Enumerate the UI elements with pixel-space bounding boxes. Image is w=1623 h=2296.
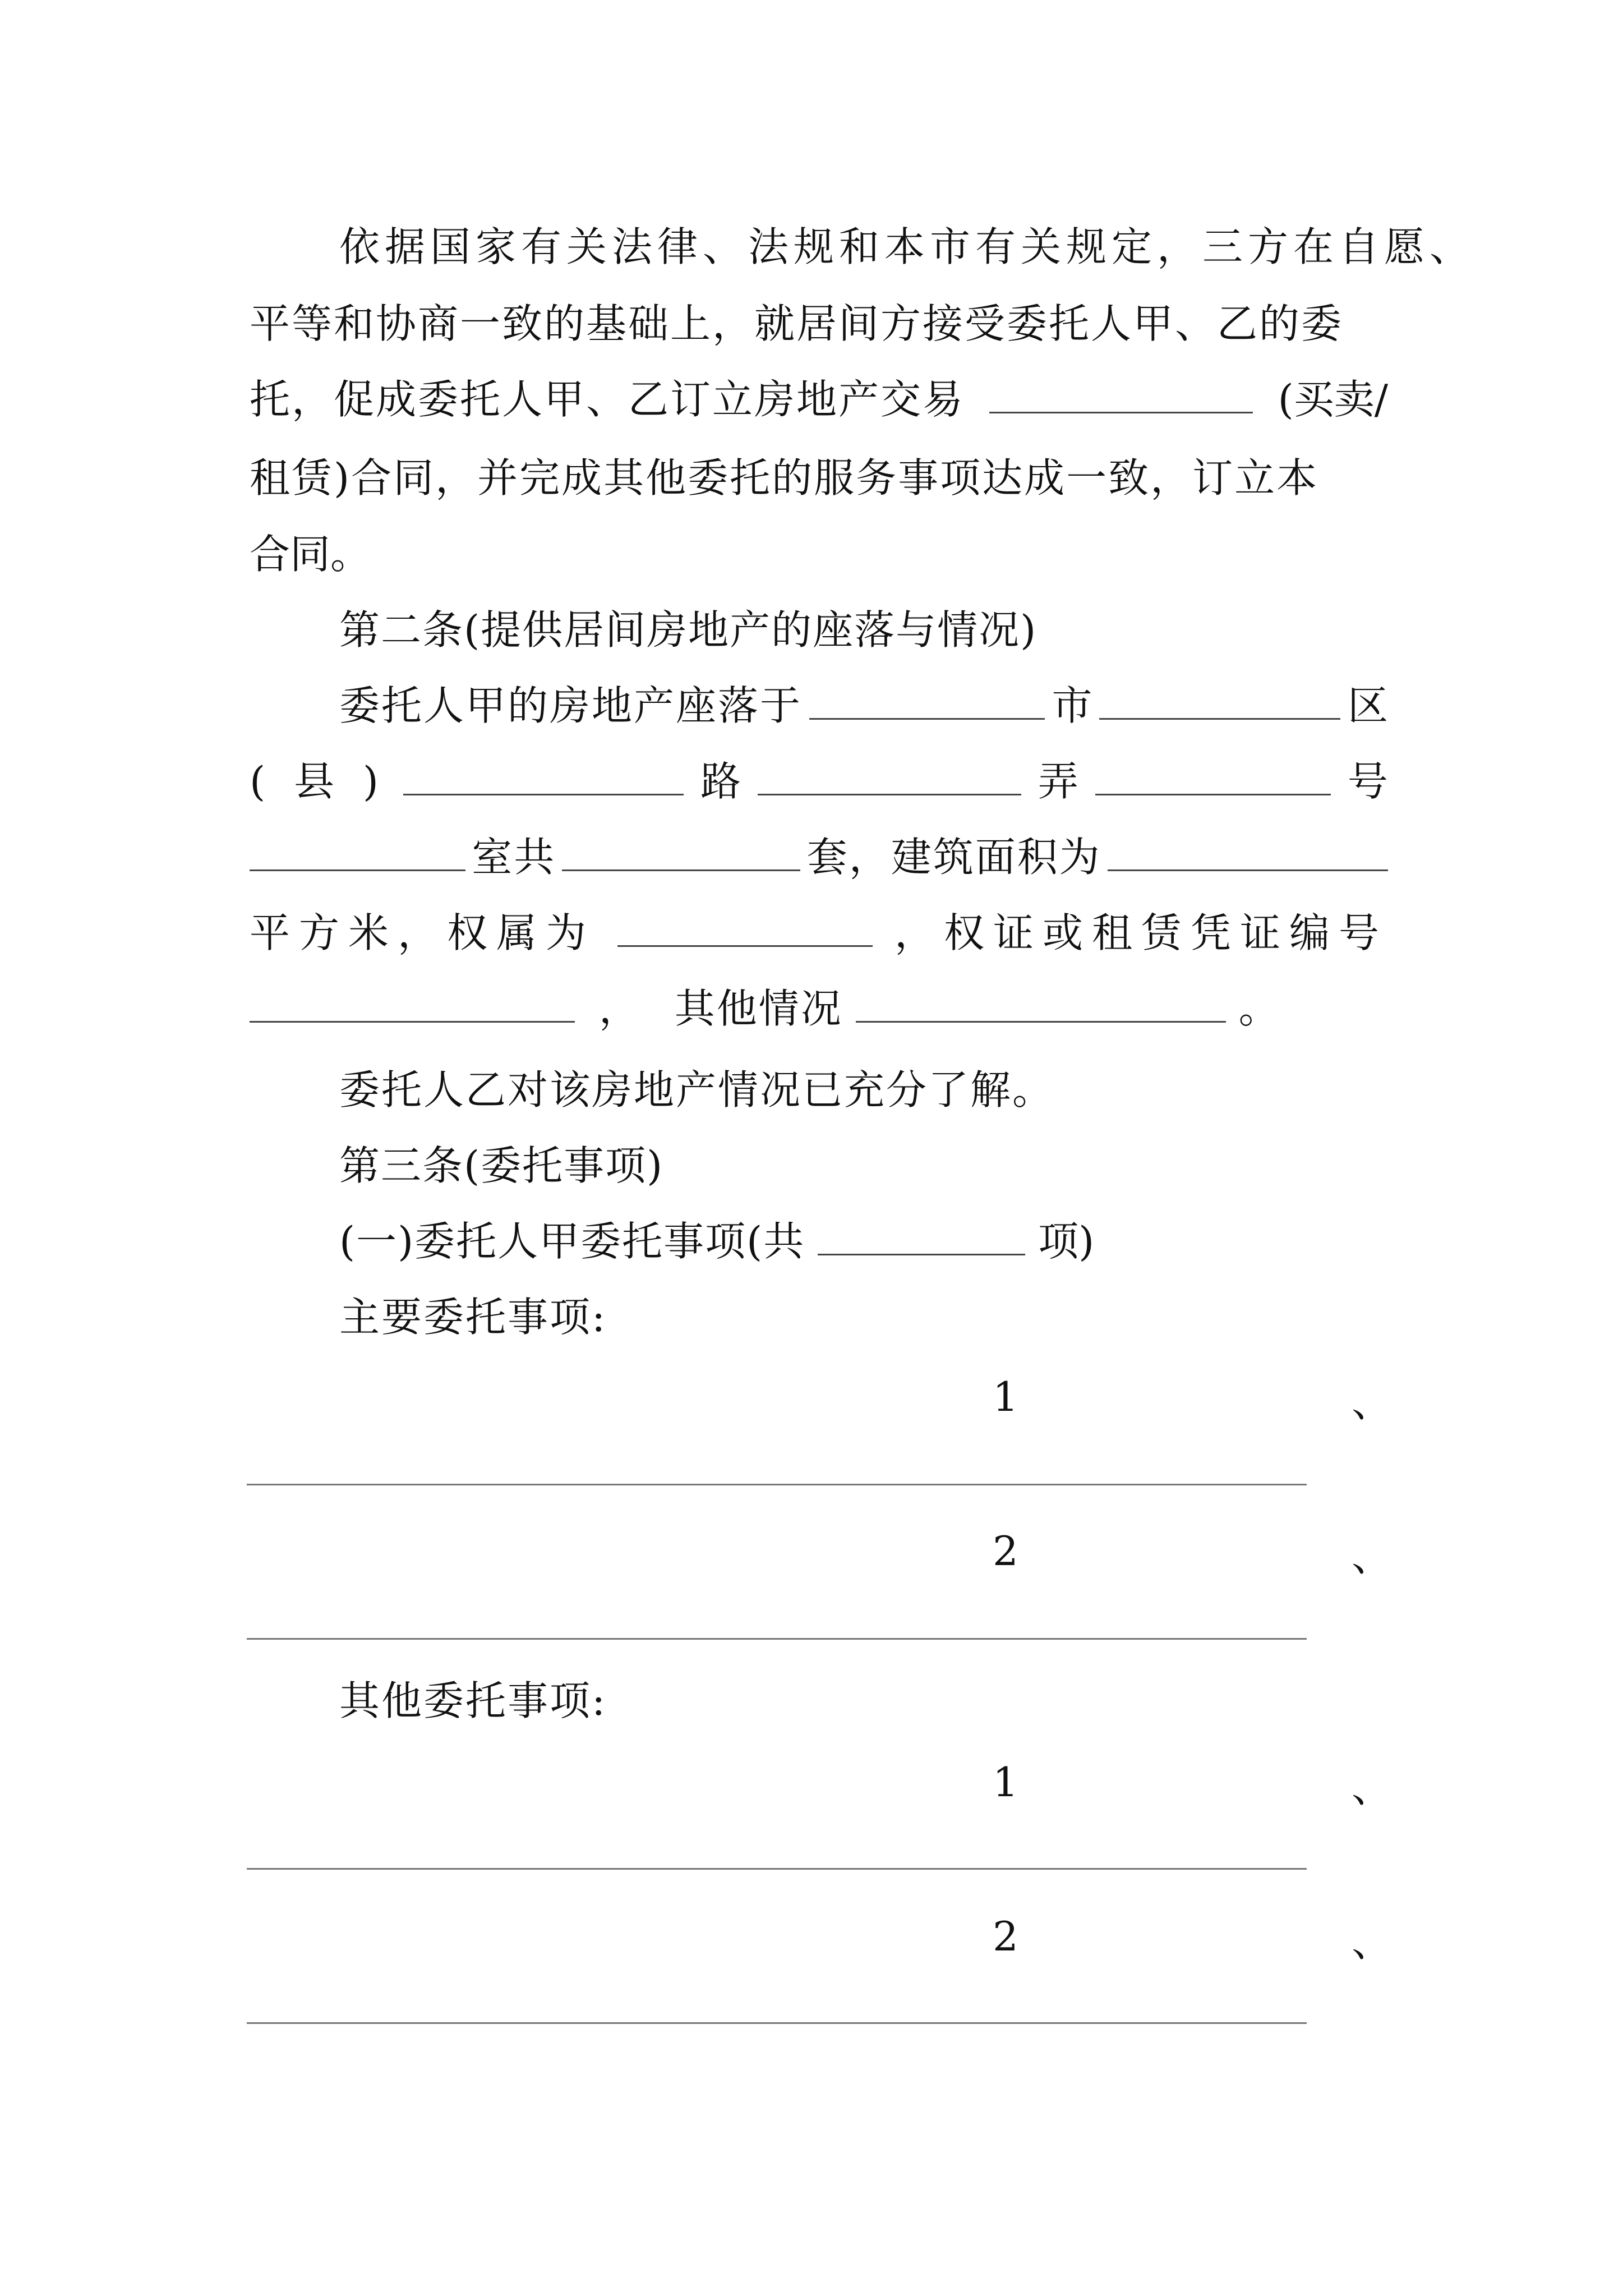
district-label: 区	[1347, 682, 1388, 729]
para1-line2	[250, 290, 1388, 357]
period-text: 。	[1238, 985, 1279, 1032]
para1-line5	[250, 521, 1388, 588]
district-blank[interactable]	[1099, 683, 1340, 720]
other-item-2-number: 2	[993, 1913, 1018, 1960]
comma-text: ，	[598, 985, 639, 1032]
main-item-2-number: 2	[993, 1527, 1018, 1575]
article2-heading-text: 第二条(提供居间房地产的座落与情况)	[339, 606, 1038, 654]
sub1-tail: 项)	[1038, 1218, 1095, 1265]
certificate-label: ，权证或租赁凭证编号	[894, 909, 1388, 956]
other-situation-blank[interactable]	[856, 986, 1226, 1023]
para1-line1-text: 依据国家有关法律、法规和本市有关规定，三方在自愿、	[339, 223, 1476, 270]
location-label: 委托人甲的房地产座落于	[339, 682, 803, 729]
article2-area-line	[250, 823, 1388, 891]
article2-other-line	[250, 975, 1388, 1042]
county-label: ( 县 )	[250, 758, 386, 805]
item-count-blank[interactable]	[818, 1219, 1025, 1255]
other-items-label: 其他委托事项:	[339, 1677, 607, 1724]
suite-count-blank[interactable]	[562, 835, 800, 871]
article3-heading	[339, 1132, 1388, 1199]
para1-line4	[250, 444, 1388, 512]
number-label: 号	[1347, 758, 1388, 805]
area-label: 套，建筑面积为	[806, 834, 1101, 881]
party-b-line	[339, 1056, 1388, 1124]
city-blank[interactable]	[809, 683, 1045, 720]
article2-location-line	[339, 672, 1388, 739]
room-blank[interactable]	[250, 835, 465, 871]
other-item-2-sep: 、	[1352, 1918, 1393, 1966]
main-item-2-line[interactable]	[247, 1638, 1307, 1640]
county-blank[interactable]	[403, 759, 684, 795]
trade-type-blank[interactable]	[989, 377, 1253, 413]
other-situation-label: 其他情况	[674, 985, 843, 1032]
ownership-label: 平方米，权属为	[250, 909, 596, 956]
main-item-2-sep: 、	[1352, 1533, 1393, 1580]
article3-sub1-line	[339, 1208, 1388, 1275]
lane-label: 弄	[1038, 758, 1078, 805]
main-items-label-line	[339, 1283, 1388, 1351]
sub1-label: (一)委托人甲委托事项(共	[339, 1218, 805, 1265]
para1-line3	[250, 366, 1388, 433]
para1-line4-text: 租赁)合同，并完成其他委托的服务事项达成一致，订立本	[250, 454, 1319, 501]
ownership-blank[interactable]	[617, 910, 873, 947]
room-label: 室共	[472, 834, 556, 881]
lane-blank[interactable]	[1095, 759, 1331, 795]
certificate-number-blank[interactable]	[250, 986, 575, 1023]
para1-line2-text: 平等和协商一致的基础上，就居间方接受委托人甲、乙的委	[250, 300, 1344, 347]
article2-ownership-line	[250, 899, 1388, 967]
para1-line3-tail: (买卖/	[1278, 376, 1388, 423]
other-item-1-sep: 、	[1352, 1764, 1393, 1811]
main-item-1-number: 1	[993, 1373, 1018, 1420]
article2-heading	[339, 596, 1388, 664]
main-item-1-line[interactable]	[247, 1484, 1307, 1485]
other-items-label-line	[339, 1667, 1388, 1734]
road-label: 路	[700, 758, 741, 805]
para1-line3-text: 托，促成委托人甲、乙订立房地产交易	[250, 376, 965, 423]
main-item-1-sep: 、	[1352, 1379, 1393, 1426]
party-b-text: 委托人乙对该房地产情况已充分了解。	[339, 1066, 1055, 1114]
city-label: 市	[1052, 682, 1092, 729]
other-item-1-number: 1	[993, 1759, 1018, 1806]
area-blank[interactable]	[1108, 835, 1388, 871]
other-item-1-line[interactable]	[247, 1868, 1307, 1870]
para1-line5-text: 合同。	[250, 531, 371, 578]
main-items-label: 主要委托事项:	[339, 1294, 607, 1341]
para1-line1	[339, 213, 1476, 280]
article2-address-line	[250, 748, 1388, 815]
road-blank[interactable]	[758, 759, 1021, 795]
other-item-2-line[interactable]	[247, 2022, 1307, 2024]
article3-heading-text: 第三条(委托事项)	[339, 1142, 664, 1189]
